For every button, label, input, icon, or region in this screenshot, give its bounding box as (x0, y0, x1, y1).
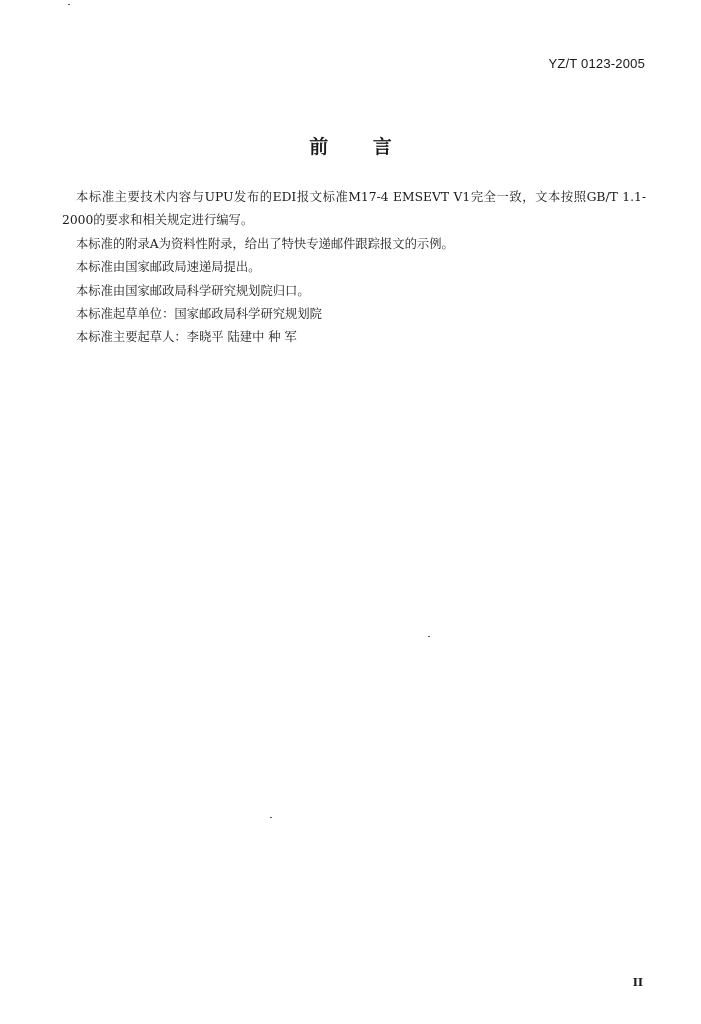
paragraph-drafters: 本标准主要起草人：李晓平 陆建中 种 军 (76, 330, 297, 345)
scan-speck (428, 636, 430, 637)
page-title: 前 言 (309, 136, 392, 158)
paragraph-annex: 本标准的附录A为资料性附录，给出了特快专递邮件跟踪报文的示例。 (76, 236, 454, 251)
paragraph-proposer: 本标准由国家邮政局速递局提出。 (76, 260, 261, 275)
standard-number: YZ/T 0123-2005 (548, 56, 645, 71)
scan-speck (68, 4, 70, 5)
scan-speck (270, 817, 272, 818)
page-number: II (632, 976, 643, 989)
paragraph-responsible: 本标准由国家邮政局科学研究规划院归口。 (76, 283, 310, 298)
paragraph-scope: 本标准主要技术内容与UPU发布的EDI报文标准M17-4 EMSEVT V1完全一致，文本按照GB/T 1.1-2000的要求和相关规定进行编写。 (62, 190, 646, 228)
paragraph-drafting-unit: 本标准起草单位：国家邮政局科学研究规划院 (76, 307, 322, 322)
foreword-body (62, 186, 646, 350)
